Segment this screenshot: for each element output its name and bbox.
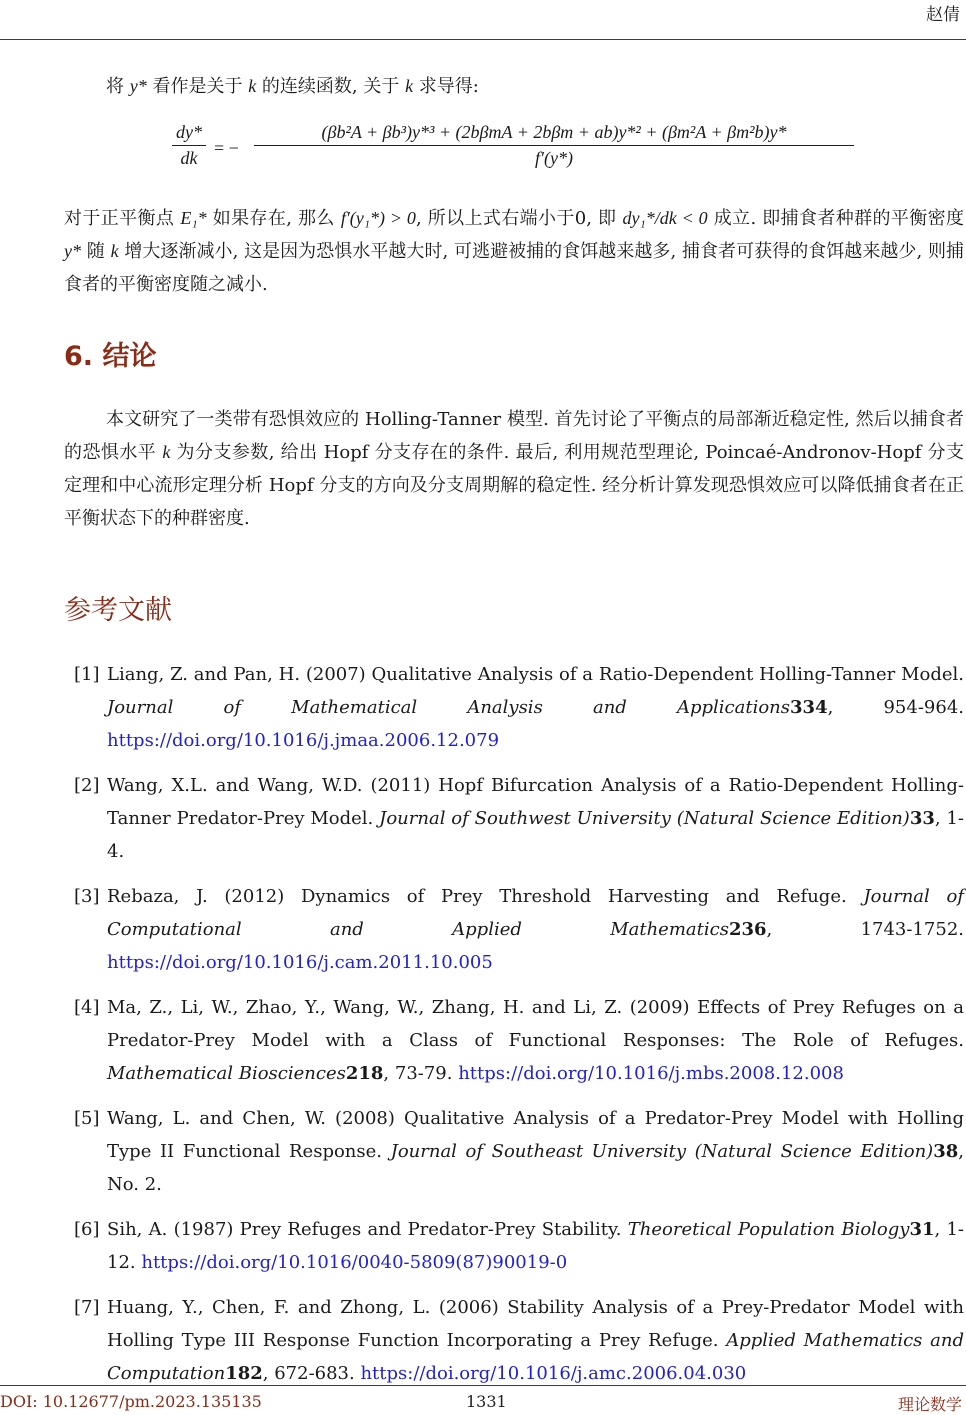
derivative-equation bbox=[172, 118, 862, 182]
reference-number: [2] bbox=[74, 775, 100, 796]
reference-item bbox=[64, 769, 964, 868]
reference-text: Rebaza, J. (2012) Dynamics of Prey Threshold Harvesting and Refuge. bbox=[107, 886, 864, 907]
reference-item bbox=[64, 1102, 964, 1201]
reference-volume: 182 bbox=[225, 1363, 263, 1384]
reference-text: Wang, L. and Chen, W. (2008) Qualitative Analysis of a Predator-Prey Model with Holling Type II Functional Response. bbox=[107, 1108, 964, 1162]
reference-volume: 334 bbox=[790, 697, 828, 718]
equation-lhs bbox=[172, 122, 206, 169]
reference-journal: Theoretical Population Biology bbox=[627, 1219, 910, 1240]
analysis-paragraph: 对于正平衡点 E₁* 如果存在, 那么 f′(y₁*) > 0, 所以上式右端小于0, 即 dy₁*/dk < 0 成立. 即捕食者种群的平衡密度 y* 随 k 增大逐渐减小, 这是因为恐惧水平越大时, 可逃避被捕的食饵越来越多, 捕食者可获得的食饵越来越少, 则捕食者的平衡密度随之减小. bbox=[64, 208, 965, 295]
reference-doi-link[interactable]: https://doi.org/10.1016/j.amc.2006.04.030 bbox=[360, 1363, 747, 1384]
reference-pages: , No. 2. bbox=[107, 1141, 964, 1195]
reference-doi-link[interactable]: https://doi.org/10.1016/j.jmaa.2006.12.079 bbox=[107, 730, 500, 751]
reference-volume: 218 bbox=[345, 1063, 384, 1084]
reference-text: Wang, X.L. and Wang, W.D. (2011) Hopf Bifurcation Analysis of a Ratio-Dependent Holling-Tanner Predator-Prey Model. bbox=[107, 775, 964, 829]
intro-paragraph: 将 y* 看作是关于 k 的连续函数, 关于 k 求导得: bbox=[106, 76, 479, 97]
reference-list bbox=[64, 658, 964, 1402]
reference-text: Liang, Z. and Pan, H. (2007) Qualitative Analysis of a Ratio-Dependent Holling-Tanner Model. bbox=[107, 664, 964, 685]
rhs-numerator: (βb²A + βb³)y*³ + (2bβmA + 2bβm + ab)y*² + (βm²A + βm²b)y* bbox=[254, 122, 854, 146]
equation-rhs bbox=[254, 122, 854, 169]
reference-pages: , 1-12. bbox=[107, 1219, 964, 1273]
section-title-conclusion: 6. 结论 bbox=[64, 341, 157, 372]
conclusion-paragraph: 本文研究了一类带有恐惧效应的 Holling-Tanner 模型. 首先讨论了平衡点的局部渐近稳定性, 然后以捕食者的恐惧水平 k 为分支参数, 给出 Hopf 分支存在的条件. 最后, 利用规范型理论, Poincaé-Andronov-Hopf 分支定理和中心流形定理分析 Hopf 分支的方向及分支周期解的稳定性. 经分析计算发现恐惧效应可以降低捕食者在正平衡状态下的种群密度. bbox=[64, 409, 964, 529]
rhs-denominator: f′(y*) bbox=[535, 148, 573, 168]
lhs-numerator: dy* bbox=[172, 122, 206, 146]
reference-pages: , 954-964. bbox=[827, 697, 964, 718]
footer-doi: DOI: 10.12677/pm.2023.135135 bbox=[0, 1392, 262, 1411]
footer-rule bbox=[0, 1385, 966, 1386]
reference-text: Sih, A. (1987) Prey Refuges and Predator-Prey Stability. bbox=[107, 1219, 628, 1240]
reference-journal: Journal of Computational and Applied Mathematics bbox=[107, 886, 965, 940]
reference-journal: Journal of Southwest University (Natural Science Edition) bbox=[379, 808, 910, 829]
reference-number: [6] bbox=[74, 1219, 100, 1240]
footer-page-number: 1331 bbox=[466, 1392, 507, 1411]
reference-number: [7] bbox=[74, 1297, 100, 1318]
reference-item bbox=[64, 991, 964, 1090]
footer-journal-name: 理论数学 bbox=[897, 1395, 962, 1414]
reference-volume: 31 bbox=[909, 1219, 935, 1240]
reference-number: [3] bbox=[74, 886, 100, 907]
reference-text: Huang, Y., Chen, F. and Zhong, L. (2006) Stability Analysis of a Prey-Predator Model with Holling Type III Response Function Incorporating a Prey Refuge. bbox=[107, 1297, 964, 1351]
reference-number: [4] bbox=[74, 997, 100, 1018]
lhs-denominator: dk bbox=[180, 148, 198, 168]
reference-item bbox=[64, 658, 964, 757]
reference-item bbox=[64, 880, 964, 979]
reference-number: [5] bbox=[74, 1108, 100, 1129]
reference-pages: , 73-79. bbox=[383, 1063, 459, 1084]
reference-text: Ma, Z., Li, W., Zhao, Y., Wang, W., Zhang, H. and Li, Z. (2009) Effects of Prey Refuges on a Predator-Prey Model with a Class of Functional Responses: The Role of Refuges. bbox=[107, 997, 964, 1051]
reference-doi-link[interactable]: https://doi.org/10.1016/j.mbs.2008.12.008 bbox=[458, 1063, 844, 1084]
reference-volume: 38 bbox=[933, 1141, 959, 1162]
reference-journal: Journal of Mathematical Analysis and Applications bbox=[107, 697, 791, 718]
reference-volume: 33 bbox=[909, 808, 935, 829]
reference-doi-link[interactable]: https://doi.org/10.1016/0040-5809(87)90019-0 bbox=[141, 1252, 568, 1273]
reference-number: [1] bbox=[74, 664, 100, 685]
reference-journal: Mathematical Biosciences bbox=[107, 1063, 346, 1084]
reference-item bbox=[64, 1291, 964, 1390]
reference-item bbox=[64, 1213, 964, 1279]
reference-volume: 236 bbox=[728, 919, 767, 940]
reference-pages: , 1-4. bbox=[107, 808, 964, 862]
header-author: 赵倩 bbox=[926, 5, 960, 25]
header-rule bbox=[0, 39, 966, 40]
reference-doi-link[interactable]: https://doi.org/10.1016/j.cam.2011.10.005 bbox=[107, 952, 493, 973]
reference-journal: Applied Mathematics and Computation bbox=[107, 1330, 964, 1384]
section-title-references: 参考文献 bbox=[64, 595, 172, 626]
reference-pages: , 672-683. bbox=[262, 1363, 361, 1384]
reference-pages: , 1743-1752. bbox=[766, 919, 964, 940]
equation-sign: = − bbox=[214, 138, 239, 158]
reference-journal: Journal of Southeast University (Natural Science Edition) bbox=[390, 1141, 934, 1162]
